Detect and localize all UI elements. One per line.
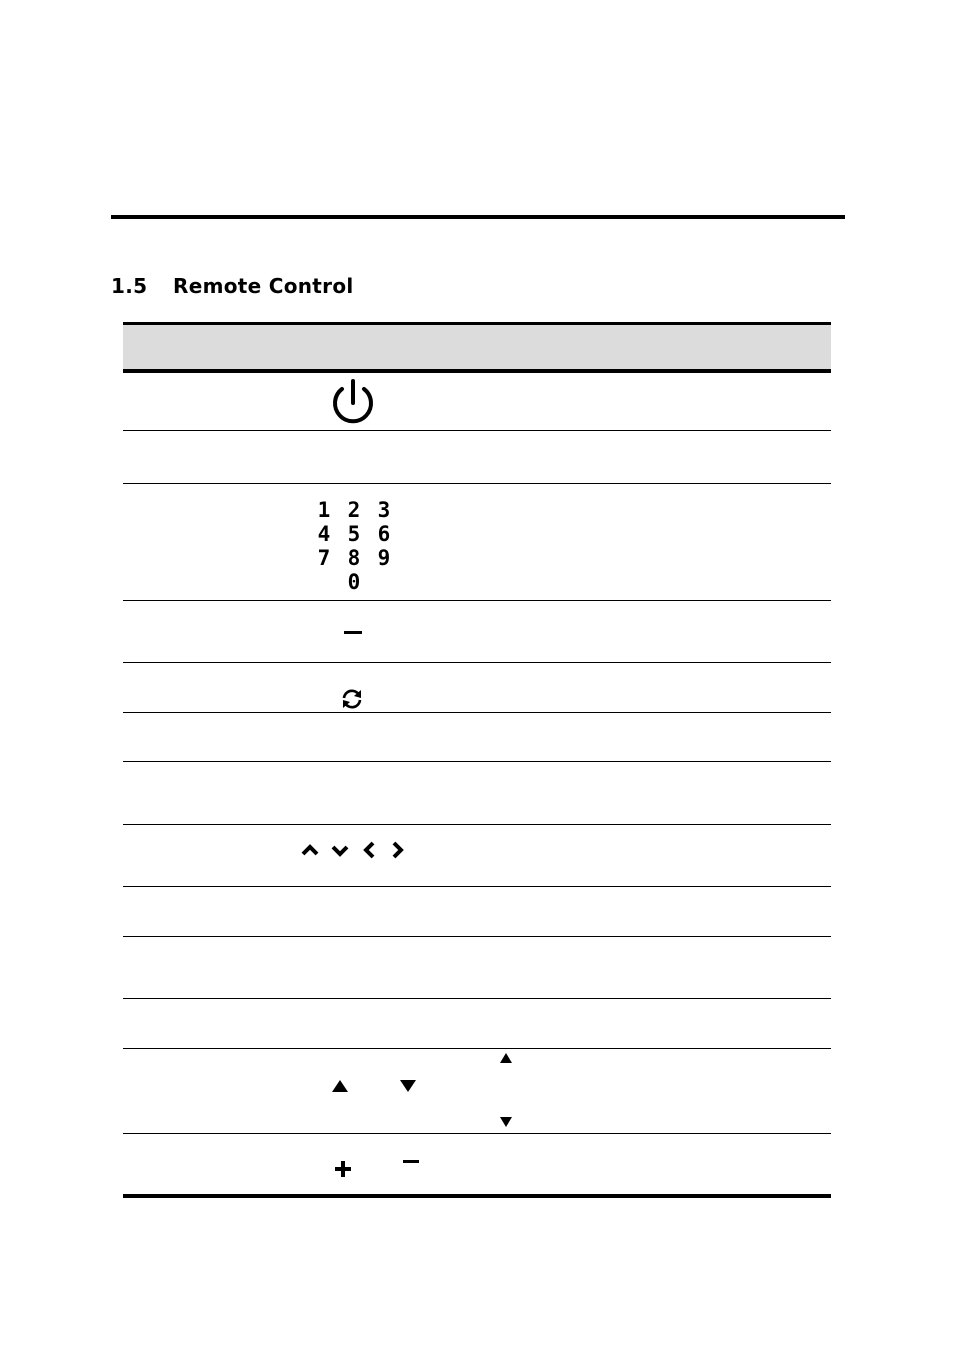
table-row — [123, 762, 831, 825]
plus-icon — [335, 1161, 351, 1177]
triangle-up-icon — [331, 1079, 349, 1093]
table-row — [123, 937, 831, 999]
digit-9: 9 — [377, 546, 391, 570]
digit-5: 5 — [347, 522, 361, 546]
remote-control-table — [123, 322, 831, 1198]
digit-6: 6 — [377, 522, 391, 546]
refresh-icon — [340, 687, 364, 711]
triangle-down-icon — [399, 1079, 417, 1093]
section-title: Remote Control — [173, 274, 354, 298]
power-icon — [329, 377, 377, 427]
table-row-recall — [123, 663, 831, 713]
digit-0: 0 — [347, 570, 361, 594]
digit-2: 2 — [347, 498, 361, 522]
table-row — [123, 999, 831, 1049]
table-row — [123, 887, 831, 937]
top-rule — [111, 215, 845, 219]
navigation-icons — [299, 839, 411, 861]
triangle-down-small-icon — [500, 1117, 512, 1127]
table-row-navigation — [123, 825, 831, 887]
table-row-keypad — [123, 484, 831, 601]
digit-7: 7 — [317, 546, 331, 570]
table-row-dash — [123, 601, 831, 663]
minus-icon — [403, 1160, 419, 1163]
digit-8: 8 — [347, 546, 361, 570]
digit-1: 1 — [317, 498, 331, 522]
dash-icon — [344, 631, 362, 634]
chevron-down-icon — [333, 847, 347, 854]
section-number: 1.5 — [111, 274, 148, 298]
table-header — [123, 322, 831, 373]
section-heading — [111, 274, 354, 298]
table-row-power — [123, 373, 831, 431]
chevron-up-icon — [303, 847, 317, 854]
table-row-channel — [123, 1049, 831, 1134]
table-row-volume — [123, 1134, 831, 1198]
digit-3: 3 — [377, 498, 391, 522]
triangle-up-small-icon — [500, 1053, 512, 1063]
digit-4: 4 — [317, 522, 331, 546]
table-row — [123, 713, 831, 762]
chevron-left-icon — [366, 843, 373, 857]
chevron-right-icon — [394, 843, 401, 857]
table-row — [123, 431, 831, 484]
